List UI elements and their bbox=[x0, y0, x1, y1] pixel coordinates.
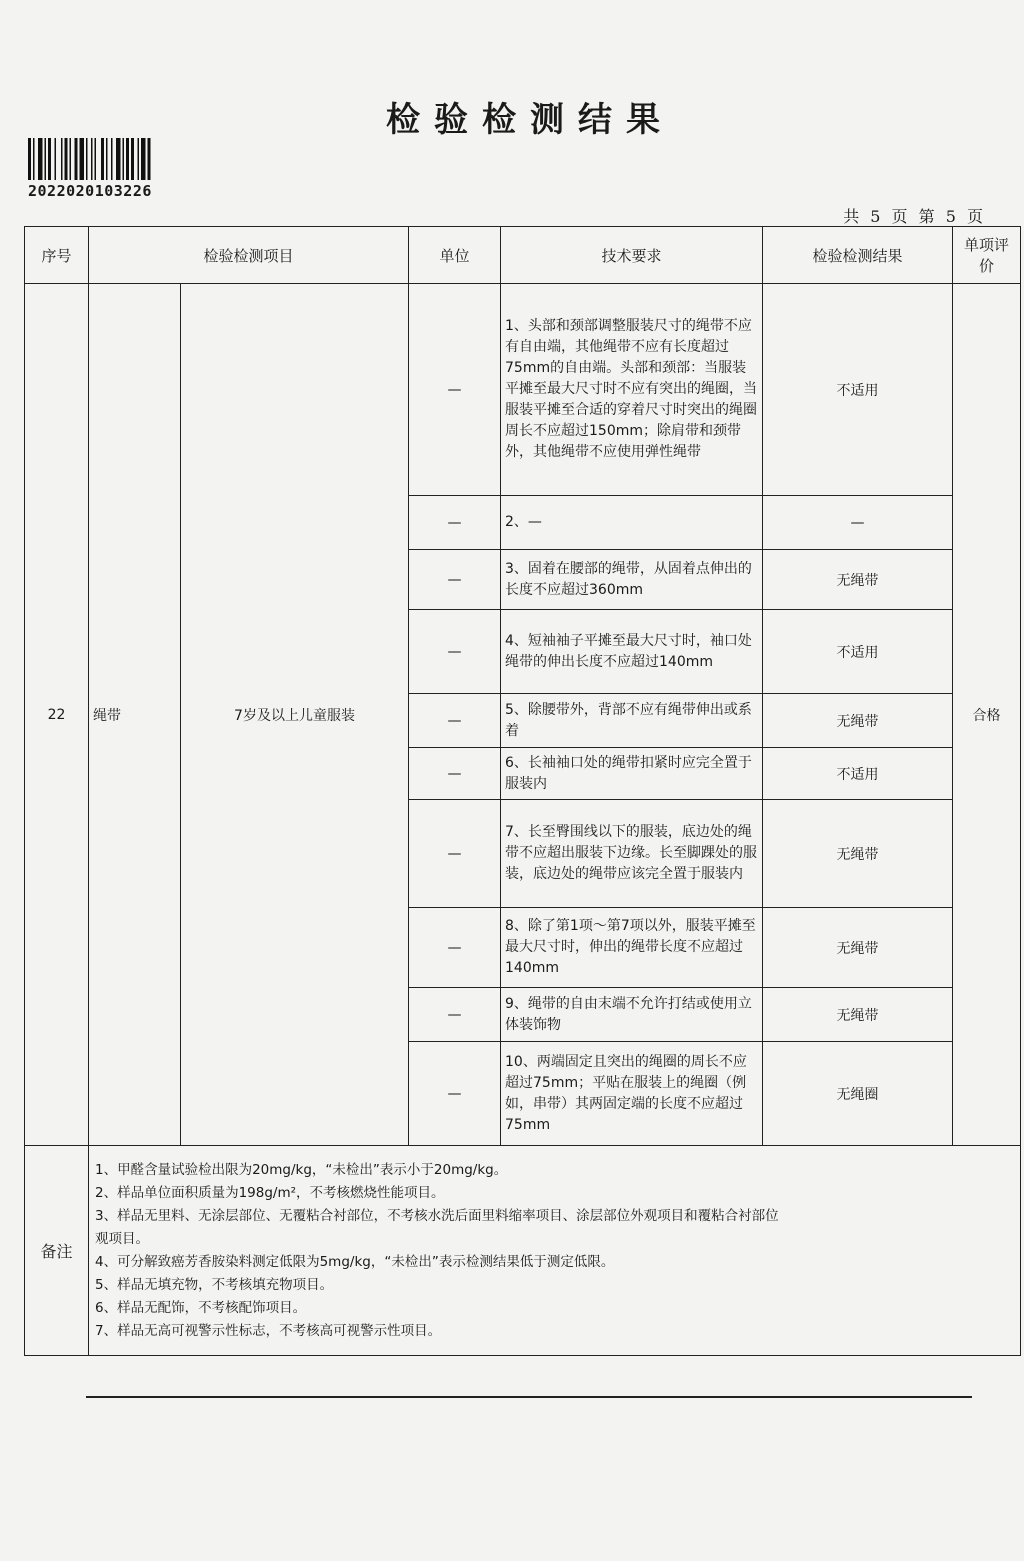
remark-item: 4、可分解致癌芳香胺染料测定低限为5mg/kg，“未检出”表示检测结果低于测定低限。 bbox=[95, 1253, 615, 1270]
page-title: 检验检测结果 bbox=[386, 100, 674, 140]
row-unit: — bbox=[409, 800, 501, 908]
row-unit: — bbox=[409, 694, 501, 748]
row-result: 无绳带 bbox=[763, 694, 953, 748]
header-result: 检验检测结果 bbox=[763, 227, 953, 284]
row-requirement: 5、除腰带外，背部不应有绳带伸出或系着 bbox=[501, 694, 763, 748]
row-result: 不适用 bbox=[763, 748, 953, 800]
header-item: 检验检测项目 bbox=[89, 227, 409, 284]
row-unit: — bbox=[409, 550, 501, 610]
remark-item: 2、样品单位面积质量为198g/m²，不考核燃烧性能项目。 bbox=[95, 1184, 445, 1201]
header-evaluation: 单项评价 bbox=[953, 227, 1021, 284]
row-requirement: 10、两端固定且突出的绳圈的周长不应超过75mm；平贴在服装上的绳圈（例如，串带）其两固定端的长度不应超过75mm bbox=[501, 1042, 763, 1146]
row-requirement: 7、长至臀围线以下的服装，底边处的绳带不应超出服装下边缘。长至脚踝处的服装，底边处的绳带应该完全置于服装内 bbox=[501, 800, 763, 908]
row-requirement: 8、除了第1项～第7项以外，服装平摊至最大尺寸时，伸出的绳带长度不应超过140mm bbox=[501, 908, 763, 988]
row-result: 无绳带 bbox=[763, 800, 953, 908]
row-result: 无绳带 bbox=[763, 988, 953, 1042]
remarks-row bbox=[25, 1146, 1021, 1356]
row-result: 不适用 bbox=[763, 284, 953, 496]
group-subitem: 7岁及以上儿童服装 bbox=[181, 284, 409, 1146]
row-result: 无绳带 bbox=[763, 550, 953, 610]
header-requirement: 技术要求 bbox=[501, 227, 763, 284]
remark-item: 5、样品无填充物，不考核填充物项目。 bbox=[95, 1276, 334, 1293]
row-unit: — bbox=[409, 908, 501, 988]
barcode bbox=[28, 138, 194, 180]
remarks-label: 备注 bbox=[25, 1146, 89, 1356]
group-seq: 22 bbox=[25, 284, 89, 1146]
row-unit: — bbox=[409, 610, 501, 694]
row-requirement: 1、头部和颈部调整服装尺寸的绳带不应有自由端，其他绳带不应有长度超过75mm的自由端。头部和颈部：当服装平摊至最大尺寸时不应有突出的绳圈，当服装平摊至合适的穿着尺寸时突出的绳圈周长不应超过150mm；除肩带和颈带外，其他绳带不应使用弹性绳带 bbox=[501, 284, 763, 496]
table-header-row bbox=[25, 227, 1021, 284]
remark-item: 6、样品无配饰，不考核配饰项目。 bbox=[95, 1299, 307, 1316]
row-unit: — bbox=[409, 284, 501, 496]
bottom-rule bbox=[86, 1396, 972, 1398]
group-evaluation: 合格 bbox=[953, 284, 1021, 1146]
row-unit: — bbox=[409, 988, 501, 1042]
row-result: — bbox=[763, 496, 953, 550]
remark-item: 3、样品无里料、无涂层部位、无覆粘合衬部位，不考核水洗后面里料缩率项目、涂层部位外观项目和覆粘合衬部位 bbox=[95, 1207, 779, 1224]
row-requirement: 9、绳带的自由末端不允许打结或使用立体装饰物 bbox=[501, 988, 763, 1042]
row-requirement: 2、— bbox=[501, 496, 763, 550]
header-unit: 单位 bbox=[409, 227, 501, 284]
barcode-number: 2022020103226 bbox=[28, 182, 152, 200]
row-requirement: 4、短袖袖子平摊至最大尺寸时，袖口处绳带的伸出长度不应超过140mm bbox=[501, 610, 763, 694]
row-unit: — bbox=[409, 1042, 501, 1146]
page-count: 共 5 页 第 5 页 bbox=[843, 207, 986, 226]
row-result: 无绳圈 bbox=[763, 1042, 953, 1146]
group-item: 绳带 bbox=[89, 284, 181, 1146]
row-result: 不适用 bbox=[763, 610, 953, 694]
row-unit: — bbox=[409, 748, 501, 800]
header-seq: 序号 bbox=[25, 227, 89, 284]
row-result: 无绳带 bbox=[763, 908, 953, 988]
row-unit: — bbox=[409, 496, 501, 550]
table-row bbox=[25, 284, 1021, 496]
remark-item: 1、甲醛含量试验检出限为20mg/kg，“未检出”表示小于20mg/kg。 bbox=[95, 1161, 508, 1178]
remark-item: 观项目。 bbox=[95, 1230, 149, 1247]
results-table bbox=[24, 226, 1021, 1356]
remarks-list bbox=[89, 1146, 1021, 1356]
row-requirement: 6、长袖袖口处的绳带扣紧时应完全置于服装内 bbox=[501, 748, 763, 800]
remark-item: 7、样品无高可视警示性标志，不考核高可视警示性项目。 bbox=[95, 1322, 442, 1339]
row-requirement: 3、固着在腰部的绳带，从固着点伸出的长度不应超过360mm bbox=[501, 550, 763, 610]
